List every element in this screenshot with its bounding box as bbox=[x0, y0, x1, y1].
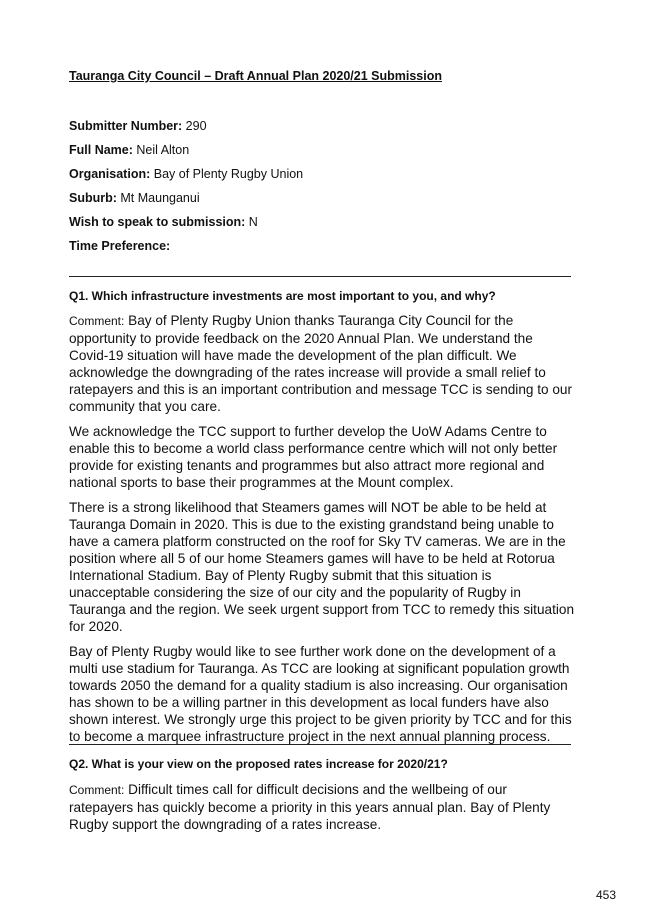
field-label: Wish to speak to submission: bbox=[69, 215, 246, 229]
answer-paragraph: There is a strong likelihood that Steamers games will NOT be able to be held at Tauranga Domain in 2020. This is due to the existing grandstand being unable to have a camera platform constructed on the roof for Sky TV cameras. We are in the position where all 5 of our home Steamers games will have to be held at Rotorua International Stadium. Bay of Plenty Rugby submit that this situation is unacceptable considering the size of our city and the popularity of Rugby in Tauranga and the region. We seek urgent support from TCC to remedy this situation for 2020. bbox=[69, 500, 574, 634]
document-title: Tauranga City Council – Draft Annual Plan 2020/21 Submission bbox=[69, 69, 443, 83]
question-2: Q2. What is your view on the proposed rates increase for 2020/21? bbox=[69, 757, 448, 771]
page-number: 453 bbox=[595, 888, 616, 902]
answer-paragraph bbox=[69, 312, 574, 415]
comment-label: Comment: bbox=[69, 783, 125, 797]
submitter-details bbox=[69, 118, 579, 262]
answer-1 bbox=[69, 312, 574, 753]
field-value: Mt Maunganui bbox=[116, 191, 200, 205]
field-value: N bbox=[245, 215, 258, 229]
answer-2 bbox=[69, 781, 574, 841]
comment-label: Comment: bbox=[69, 314, 125, 328]
submitter-number-row bbox=[69, 118, 579, 142]
organisation-row bbox=[69, 166, 579, 190]
paragraph-text: Bay of Plenty Rugby Union thanks Tauranga City Council for the opportunity to provide feedback on the 2020 Annual Plan. We understand the Covid-19 situation will have made the development of the plan difficult. We acknowledge the downgrading of the rates increase will provide a small relief to ratepayers and this is an important contribution and message TCC is sending to our community that you care. bbox=[69, 313, 572, 414]
suburb-row bbox=[69, 190, 579, 214]
field-label: Submitter Number: bbox=[69, 119, 183, 133]
wish-to-speak-row bbox=[69, 214, 579, 238]
field-label: Organisation: bbox=[69, 167, 151, 181]
field-label: Time Preference: bbox=[69, 239, 171, 253]
field-label: Full Name: bbox=[69, 143, 133, 157]
answer-paragraph: Bay of Plenty Rugby would like to see further work done on the development of a multi use stadium for Tauranga. As TCC are looking at significant population growth towards 2050 the demand for a quality stadium is also increasing. Our organisation has shown to be a willing partner in this development as local funders have also shown interest. We strongly urge this project to be given priority by TCC and for this to become a marquee infrastructure project in the next annual planning process. bbox=[69, 644, 572, 744]
field-value: Neil Alton bbox=[132, 143, 190, 157]
answer-paragraph: We acknowledge the TCC support to further develop the UoW Adams Centre to enable this to become a world class performance centre which will not only better provide for existing tenants and programmes but also attract more regional and national sports to base their programmes at the Mount complex. bbox=[69, 424, 558, 490]
section-divider bbox=[69, 744, 571, 745]
question-1: Q1. Which infrastructure investments are most important to you, and why? bbox=[69, 289, 496, 303]
time-preference-row bbox=[69, 238, 579, 262]
answer-paragraph bbox=[69, 781, 574, 833]
full-name-row bbox=[69, 142, 579, 166]
field-value: 290 bbox=[182, 119, 207, 133]
field-value: Bay of Plenty Rugby Union bbox=[150, 167, 304, 181]
field-label: Suburb: bbox=[69, 191, 117, 205]
section-divider bbox=[69, 276, 571, 277]
paragraph-text: Difficult times call for difficult decisions and the wellbeing of our ratepayers has quickly become a priority in this years annual plan. Bay of Plenty Rugby support the downgrading of a rates increase. bbox=[69, 782, 551, 832]
